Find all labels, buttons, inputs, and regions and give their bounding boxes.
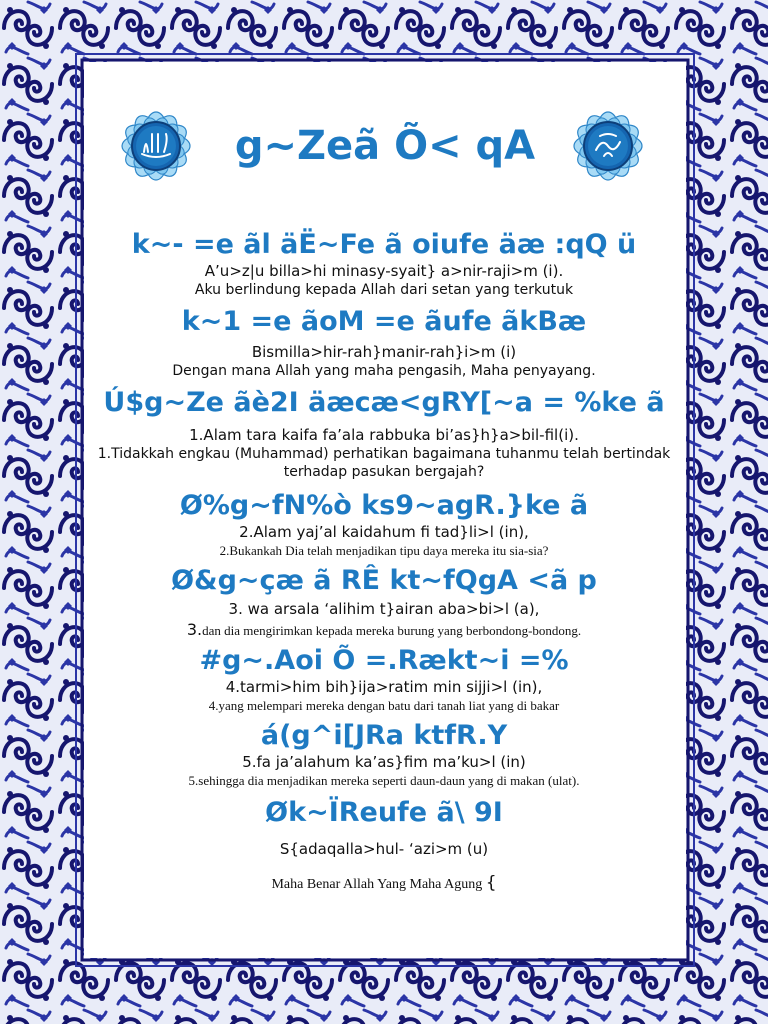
verse-3-number: 3. — [186, 620, 203, 639]
verse-4-meaning: 4.yang melempari mereka dengan batu dari tanah liat yang di bakar — [208, 698, 560, 713]
verse-5-meaning: 5.sehingga dia menjadikan mereka seperti daun-daun yang di makan (ulat). — [188, 773, 580, 788]
closing-meaning — [84, 873, 684, 895]
basmalah-meaning: Dengan mana Allah yang maha pengasih, Maha penyayang. — [172, 363, 596, 379]
verse-5-arabic: á(g^i[JRa ktfR.Y — [260, 720, 508, 751]
verse-2-arabic: Ø%g~fN%ò ks9~agR.}ke ã — [179, 490, 589, 521]
taawudz-arabic: k~- =e ãl äË~Fe ã oiufe äæ :qQ ü — [131, 229, 637, 260]
verse-3-meaning-text: dan dia mengirimkan kepada mereka burung yang berbondong-bondong. — [202, 623, 582, 638]
verse-3-arabic: Ø&g~çæ ã RÊ kt~fQgA <ã p — [171, 565, 597, 596]
taawudz-meaning: Aku berlindung kepada Allah dari setan yang terkutuk — [194, 282, 574, 298]
verse-1-latin: 1.Alam tara kaifa fa’ala rabbuka bi’as}h}a>bil-fil(i). — [189, 426, 579, 444]
verse-1-arabic: Ú$g~Ze ãè2I äæcæ<gRY[~a = %ke ã — [103, 387, 665, 418]
verse-3-latin: 3. wa arsala ‘alihim t}airan aba>bi>l (a), — [228, 600, 540, 618]
closing-meaning-text: Maha Benar Allah Yang Maha Agung — [271, 877, 483, 892]
verse-2-latin: 2.Alam yaj’al kaidahum fi tad}li>l (in), — [239, 523, 529, 541]
basmalah-arabic: k~1 =e ãoM =e ãufe ãkBæ — [181, 306, 587, 337]
closing-arabic: Øk~ÏReufe ã\ 9I — [265, 797, 503, 828]
verse-3-meaning — [84, 621, 684, 640]
verse-5-latin: 5.fa ja’alahum ka’as}fim ma’ku>l (in) — [242, 753, 526, 771]
verse-4-latin: 4.tarmi>him bih}ija>ratim min sijji>l (in), — [225, 678, 543, 696]
basmalah-latin: Bismilla>hir-rah}manir-rah}i>m (i) — [251, 343, 517, 361]
taawudz-latin: A’u>z|u billa>hi minasy-syait} a>nir-raji>m (i). — [204, 262, 564, 280]
verse-1-meaning: 1.Tidakkah engkau (Muhammad) perhatikan bagaimana tuhanmu telah bertindak terhadap pasukan bergajah? — [97, 446, 671, 480]
verse-4-arabic: #g~.Aoi Õ =.Rækt~i =% — [199, 645, 569, 676]
closing-latin: S{adaqalla>hul- ‘azi>m (u) — [279, 840, 489, 858]
page-title: g~Zeã Õ< qA — [234, 123, 536, 169]
closing-brace: { — [485, 873, 497, 893]
surah-content — [84, 228, 684, 895]
verse-2-meaning: 2.Bukankah Dia telah menjadikan tipu daya mereka itu sia-sia? — [219, 543, 549, 558]
